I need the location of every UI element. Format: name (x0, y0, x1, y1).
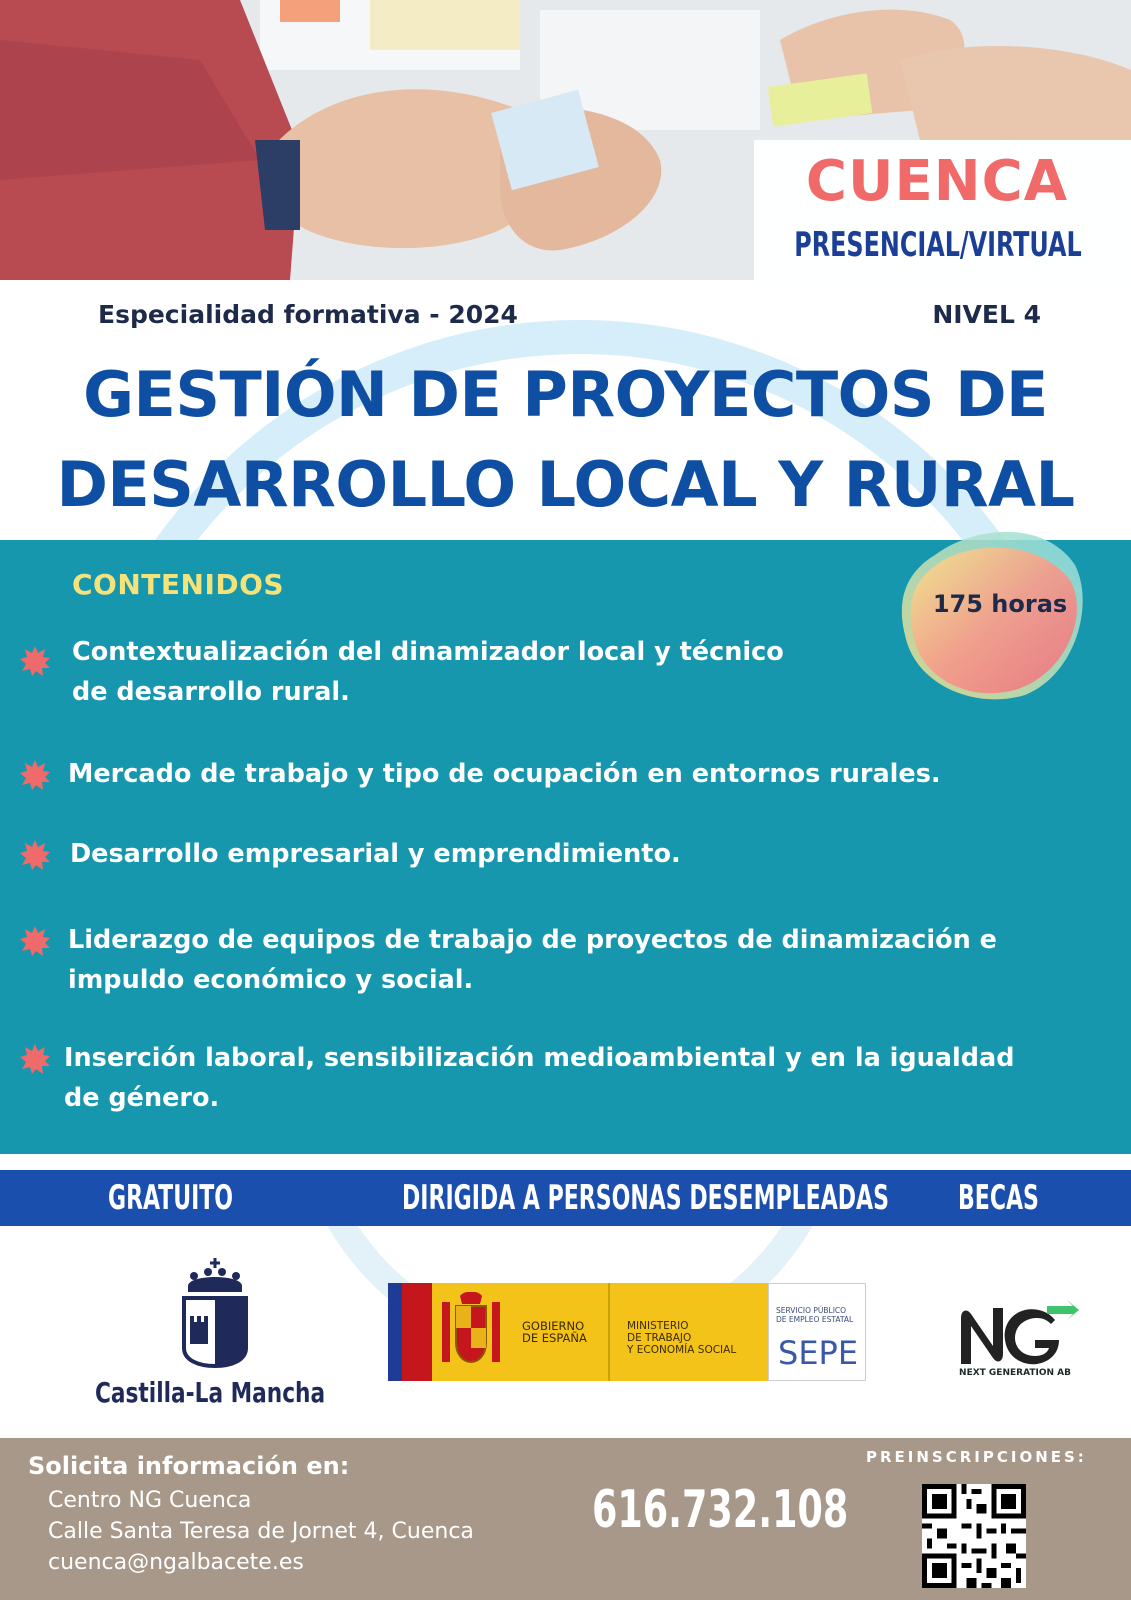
email-link[interactable]: cuenca@ngalbacete.es (48, 1550, 304, 1575)
next-generation-logo-icon (955, 1300, 1080, 1370)
level-label: NIVEL 4 (932, 300, 1041, 329)
bullet-burst-icon (20, 840, 50, 870)
contents-heading: CONTENIDOS (72, 568, 285, 601)
course-title (20, 350, 1111, 530)
phone-number[interactable]: 616.732.108 (592, 1480, 849, 1540)
eu-flag-icon (388, 1283, 402, 1381)
bullet-burst-icon (20, 760, 50, 790)
sepe-wordmark: SEPE (778, 1334, 859, 1372)
modality-label: PRESENCIAL/VIRTUAL (794, 225, 1082, 265)
course-title-line-1: GESTIÓN DE PROYECTOS DE (83, 358, 1048, 431)
course-title-line-2: DESARROLLO LOCAL Y RURAL (56, 448, 1075, 521)
list-item-line: de género. (64, 1083, 220, 1113)
spain-coat-of-arms-icon (436, 1292, 506, 1372)
city-name: CUENCA (805, 149, 1069, 214)
free-label: GRATUITO (108, 1178, 234, 1218)
grants-label: BECAS (958, 1178, 1039, 1218)
specialty-label: Especialidad formativa - 2024 (98, 300, 518, 329)
list-item-line: Desarrollo empresarial y emprendimiento. (70, 839, 681, 869)
list-item-line: Inserción laboral, sensibilización medioambiental y en la igualdad (64, 1043, 1015, 1073)
info-title: Solicita información en: (28, 1452, 350, 1480)
gobierno-text: GOBIERNO DE ESPAÑA (522, 1319, 587, 1345)
ministerio-text: MINISTERIO DE TRABAJO Y ECONOMÍA SOCIAL (627, 1320, 737, 1356)
list-item-line: impuldo económico y social. (68, 965, 474, 995)
preinscriptions-label: PREINSCRIPCIONES: (866, 1448, 1087, 1466)
list-item-line: de desarrollo rural. (72, 677, 350, 707)
list-item-line: Mercado de trabajo y tipo de ocupación en entornos rurales. (68, 759, 941, 789)
list-item-line: Liderazgo de equipos de trabajo de proyectos de dinamización e (68, 925, 997, 955)
bullet-burst-icon (20, 926, 50, 956)
bullet-burst-icon (20, 646, 50, 676)
center-name: Centro NG Cuenca (48, 1488, 252, 1513)
next-generation-logo-text: NEXT GENERATION AB (959, 1368, 1071, 1378)
audience-label: DIRIGIDA A PERSONAS DESEMPLEADAS (402, 1178, 889, 1218)
castilla-la-mancha-logo-text: Castilla-La Mancha (95, 1376, 326, 1409)
hours-label: 175 horas (932, 590, 1068, 618)
logo-divider (608, 1283, 610, 1381)
castilla-la-mancha-crest-icon (180, 1258, 250, 1368)
sepe-subtitle: SERVICIO PÚBLICO DE EMPLEO ESTATAL (776, 1306, 854, 1324)
qr-code-icon[interactable] (922, 1484, 1026, 1588)
bullet-burst-icon (20, 1044, 50, 1074)
list-item-line: Contextualización del dinamizador local y técnico (72, 637, 784, 667)
address: Calle Santa Teresa de Jornet 4, Cuenca (48, 1519, 474, 1544)
